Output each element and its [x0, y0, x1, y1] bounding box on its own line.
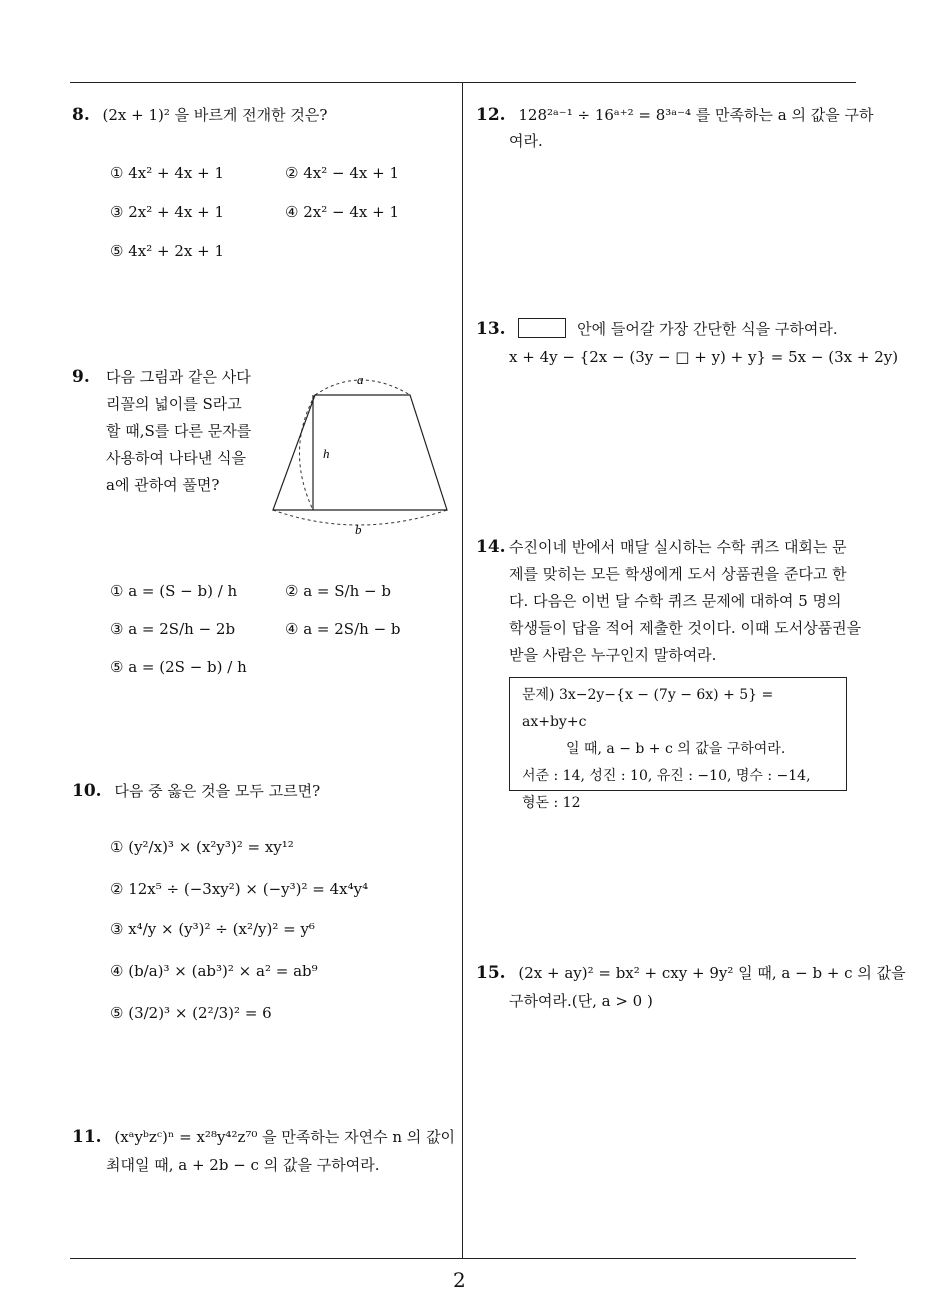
answer-blank-box — [518, 318, 566, 338]
question-number: 8. — [72, 105, 90, 125]
q9-option-3: ③ a = 2S/h − 2b — [110, 620, 236, 638]
q8-option-3: ③ 2x² + 4x + 1 — [110, 203, 224, 221]
bottom-rule — [70, 1258, 856, 1259]
question-12-line-2: 여라. — [509, 132, 543, 150]
question-15 — [476, 960, 906, 986]
question-number: 11. — [72, 1127, 102, 1147]
q15-line-1: (2x + ay)² = bx² + cxy + 9y² 일 때, a − b + c 의 값을 — [518, 964, 906, 982]
page-number: 2 — [453, 1268, 466, 1292]
q8-option-2: ② 4x² − 4x + 1 — [285, 164, 399, 182]
question-text: (2x + 1)² 을 바르게 전개한 것은? — [102, 106, 328, 124]
question-13 — [476, 316, 838, 342]
question-11 — [72, 1124, 455, 1150]
box-line-3: 서준 : 14, 성진 : 10, 유진 : −10, 명수 : −14, — [522, 768, 811, 784]
q9-line-5: a에 관하여 풀면? — [106, 476, 220, 494]
q14-line-3: 다. 다음은 이번 달 수학 퀴즈 문제에 대하여 5 명의 — [509, 592, 842, 610]
q10-option-5: ⑤ (3/2)³ × (2²/3)² = 6 — [110, 1004, 272, 1022]
figure-label-top: a — [357, 372, 364, 387]
q9-option-4: ④ a = 2S/h − b — [285, 620, 401, 638]
question-number: 13. — [476, 319, 506, 339]
q8-option-5: ⑤ 4x² + 2x + 1 — [110, 242, 224, 260]
question-number: 10. — [72, 781, 102, 801]
question-11-line-2: 최대일 때, a + 2b − c 의 값을 구하여라. — [106, 1156, 380, 1174]
question-number: 9. — [72, 367, 90, 387]
question-8 — [72, 102, 327, 128]
q14-line-4: 학생들이 답을 적어 제출한 것이다. 이때 도서상품권을 — [509, 619, 862, 637]
q8-option-4: ④ 2x² − 4x + 1 — [285, 203, 399, 221]
top-rule — [70, 82, 856, 83]
box-line-4: 형돈 : 12 — [522, 795, 581, 811]
q10-option-2: ② 12x⁵ ÷ (−3xy²) × (−y³)² = 4x⁴y⁴ — [110, 880, 369, 898]
q13-equation: x + 4y − {2x − (3y − □ + y) + y} = 5x − (3x + 2y) — [509, 348, 899, 366]
question-9-text — [106, 364, 251, 499]
figure-label-bottom: b — [355, 522, 362, 537]
trapezoid-figure — [265, 370, 460, 540]
question-15-line-2: 구하여라.(단, a > 0 ) — [509, 992, 653, 1010]
question-text: 다음 중 옳은 것을 모두 고르면? — [114, 782, 321, 800]
question-9 — [72, 364, 98, 390]
q10-option-4: ④ (b/a)³ × (ab³)² × a² = ab⁹ — [110, 962, 318, 980]
q9-line-3: 할 때,S를 다른 문자를 — [106, 422, 252, 440]
box-line-1: 문제) 3x−2y−{x − (7y − 6x) + 5} = ax+by+c — [522, 687, 774, 730]
q9-line-1: 다음 그림과 같은 사다 — [106, 368, 251, 386]
question-14-text — [509, 534, 861, 669]
q9-option-1: ① a = (S − b) / h — [110, 582, 238, 600]
q9-line-4: 사용하여 나타낸 식을 — [106, 449, 246, 467]
q8-option-1: ① 4x² + 4x + 1 — [110, 164, 224, 182]
q9-option-2: ② a = S/h − b — [285, 582, 391, 600]
q9-line-2: 리꼴의 넓이를 S라고 — [106, 395, 242, 413]
figure-label-height: h — [323, 446, 330, 461]
question-14 — [476, 534, 514, 560]
question-10 — [72, 778, 320, 804]
q11-line-1: (xᵃyᵇzᶜ)ⁿ = x²⁸y⁴²z⁷⁰ 을 만족하는 자연수 n 의 값이 — [114, 1128, 456, 1146]
question-number: 15. — [476, 963, 506, 983]
column-divider — [462, 82, 463, 1259]
q14-line-5: 받을 사람은 누구인지 말하여라. — [509, 646, 717, 664]
question-number: 14. — [476, 537, 506, 557]
question-12 — [476, 102, 873, 128]
box-line-2: 일 때, a − b + c 의 값을 구하여라. — [566, 741, 786, 757]
q10-option-1: ① (y²/x)³ × (x²y³)² = xy¹² — [110, 838, 294, 856]
q14-line-1: 수진이네 반에서 매달 실시하는 수학 퀴즈 대회는 문 — [509, 538, 847, 556]
q14-line-2: 제를 맞히는 모든 학생에게 도서 상품권을 준다고 한 — [509, 565, 847, 583]
q9-option-5: ⑤ a = (2S − b) / h — [110, 658, 247, 676]
question-text: 안에 들어갈 가장 간단한 식을 구하여라. — [577, 320, 838, 338]
q12-line-1: 128²ᵃ⁻¹ ÷ 16ᵃ⁺² = 8³ᵃ⁻⁴ 를 만족하는 a 의 값을 구하 — [518, 106, 874, 124]
question-number: 12. — [476, 105, 506, 125]
q14-problem-box — [509, 677, 847, 811]
q10-option-3: ③ x⁴/y × (y³)² ÷ (x²/y)² = y⁶ — [110, 920, 315, 938]
